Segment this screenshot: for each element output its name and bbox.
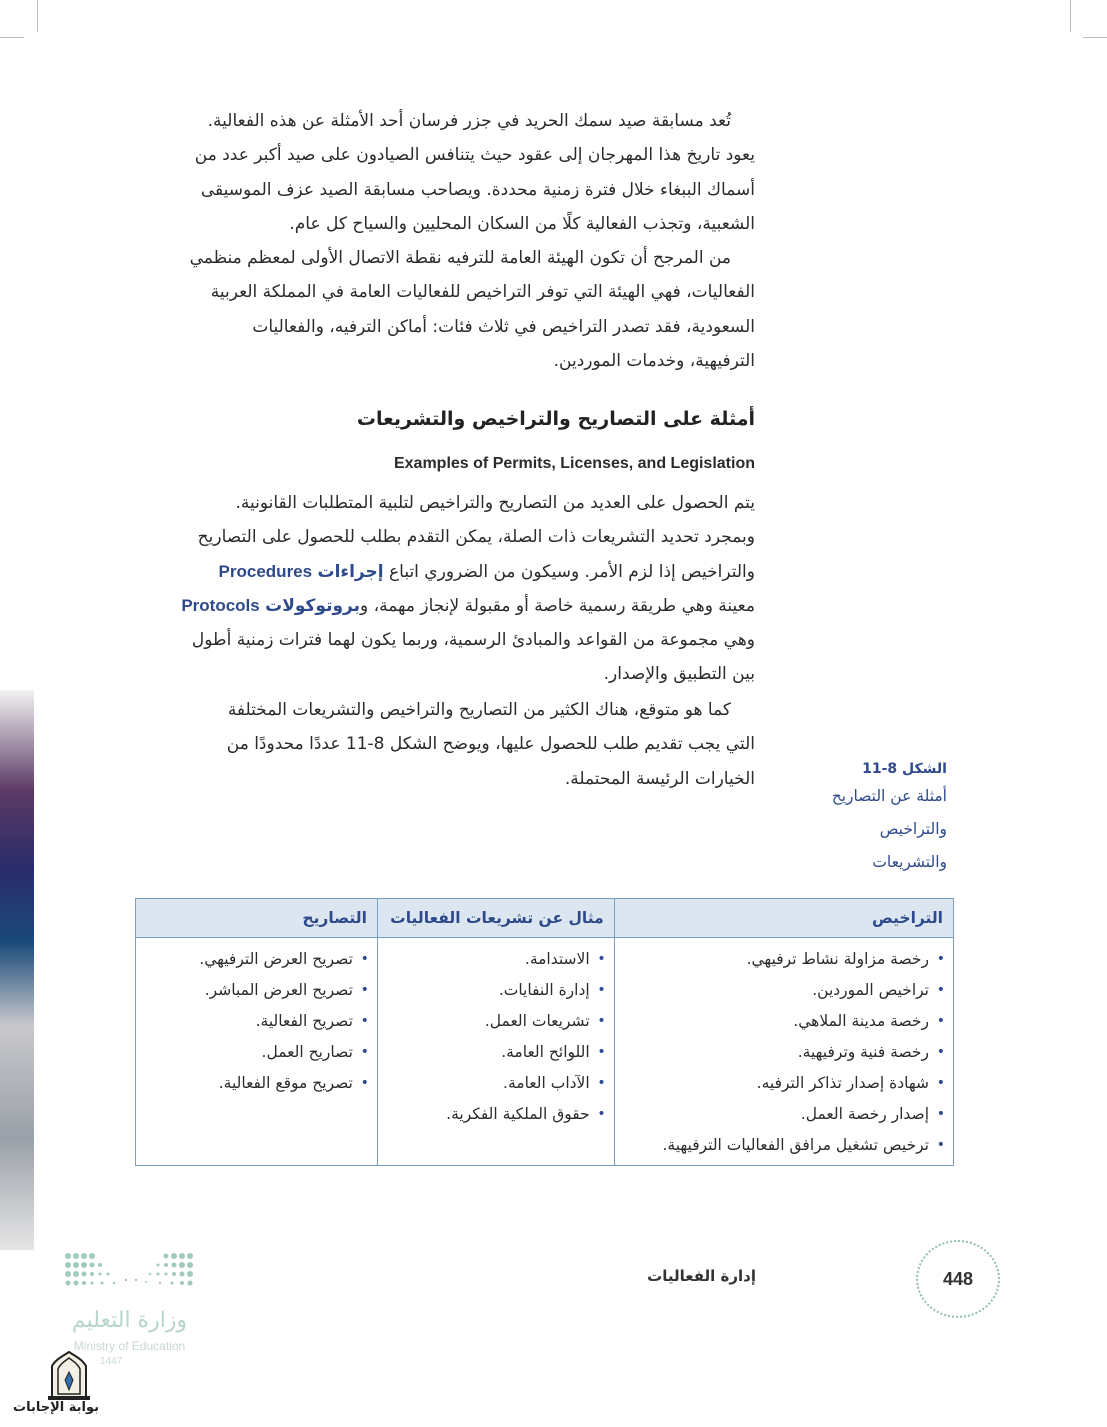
table-header-row <box>136 899 954 938</box>
ministry-name-en: Ministry of Education <box>73 1339 186 1353</box>
figure-caption-line: والتشريعات <box>872 853 947 871</box>
licenses-list <box>625 944 943 1161</box>
header-licenses: التراخيص <box>614 899 953 938</box>
licenses-cell <box>614 938 953 1166</box>
list-item: • تصريح العرض الترفيهي. <box>146 944 353 975</box>
list-item: • شهادة إصدار تذاكر الترفيه. <box>625 1068 929 1099</box>
keyword-protocols-ar: بروتوكولات <box>265 595 360 616</box>
body-text: والتراخيص إذا لزم الأمر. وسيكون من الضروري اتباع <box>389 561 755 582</box>
edge-photo-strip <box>0 690 34 1250</box>
body-line: بين التطبيق والإصدار. <box>603 664 755 685</box>
header-legislation: مثال عن تشريعات الفعاليات <box>377 899 614 938</box>
header-permits: التصاريح <box>136 899 378 938</box>
watermark-text: بوابة الإجابات <box>13 1400 99 1415</box>
list-item: • رخصة مدينة الملاهي. <box>625 1006 929 1037</box>
closing-line: كما هو متوقع، هناك الكثير من التصاريح والتراخيص والتشريعات المختلفة <box>227 700 731 720</box>
ministry-logo-icon <box>62 1250 197 1290</box>
permits-cell <box>136 938 378 1166</box>
ministry-year: 1447 <box>100 1356 123 1367</box>
crop-mark-left-h <box>0 37 24 38</box>
intro-line: السعودية، فقد تصدر التراخيص في ثلاث فئات: أماكن الترفيه، والفعاليات <box>252 316 755 337</box>
legislation-list <box>388 944 604 1130</box>
intro-line: تُعد مسابقة صيد سمك الحريد في جزر فرسان أحد الأمثلة عن هذه الفعالية. <box>207 111 731 131</box>
page-number-badge <box>916 1240 1000 1318</box>
body-line <box>135 589 755 623</box>
body-line: وهي مجموعة من القواعد والمبادئ الرسمية، وربما يكون لهما فترات زمنية أطول <box>191 630 755 651</box>
list-item: • إدارة النفايات. <box>388 975 590 1006</box>
keyword-procedures-ar: إجراءات <box>317 561 384 582</box>
body-line: يتم الحصول على العديد من التصاريح والتراخيص لتلبية المتطلبات القانونية. <box>235 493 755 513</box>
figure-caption <box>787 758 947 879</box>
permits-list <box>146 944 367 1099</box>
closing-paragraph <box>135 693 755 796</box>
intro-line: يعود تاريخ هذا المهرجان إلى عقود حيث يتنافس الصيادون على صيد أكبر عدد من <box>194 145 755 166</box>
intro-paragraph <box>135 104 755 378</box>
intro-line: الترفيهية، وخدمات الموردين. <box>553 351 755 372</box>
list-item: • تشريعات العمل. <box>388 1006 590 1037</box>
keyword-procedures-en: Procedures <box>218 561 313 581</box>
list-item: • تراخيص الموردين. <box>625 975 929 1006</box>
legislation-cell <box>377 938 614 1166</box>
body-text: معينة وهي طريقة رسمية خاصة أو مقبولة لإنجاز مهمة، و <box>360 595 755 616</box>
list-item: • ترخيص تشغيل مرافق الفعاليات الترفيهية. <box>625 1130 929 1161</box>
body-line: وبمجرد تحديد التشريعات ذات الصلة، يمكن التقدم بطلب للحصول على التصاريح <box>197 527 755 548</box>
list-item: • رخصة مزاولة نشاط ترفيهي. <box>625 944 929 975</box>
list-item: • تصريح العرض المباشر. <box>146 975 353 1006</box>
list-item: • الاستدامة. <box>388 944 590 975</box>
list-item: • حقوق الملكية الفكرية. <box>388 1099 590 1130</box>
section-heading-ar: أمثلة على التصاريح والتراخيص والتشريعات <box>356 408 755 430</box>
keyword-protocols-en: Protocols <box>181 595 260 615</box>
figure-caption-line: أمثلة عن التصاريح <box>831 787 947 805</box>
body-line <box>135 555 755 589</box>
section-heading-en: Examples of Permits, Licenses, and Legislation <box>393 455 755 472</box>
permits-licenses-table <box>135 898 954 1166</box>
list-item: • تصريح الفعالية. <box>146 1006 353 1037</box>
intro-line: أسماك الببغاء خلال فترة زمنية محددة. ويصاحب مسابقة الصيد عزف الموسيقى <box>200 179 755 200</box>
table-row <box>136 938 954 1166</box>
page-number: 448 <box>942 1268 974 1289</box>
list-item: • إصدار رخصة العمل. <box>625 1099 929 1130</box>
crop-mark-right-h <box>1083 37 1107 38</box>
list-item: • الآداب العامة. <box>388 1068 590 1099</box>
figure-caption-line: والتراخيص <box>879 820 947 838</box>
intro-line: الفعاليات، فهي الهيئة التي توفر التراخيص للفعاليات العامة في المملكة العربية <box>210 282 755 303</box>
crop-mark-right-v <box>1070 0 1071 32</box>
body-paragraph <box>135 486 755 692</box>
closing-line: التي يجب تقديم طلب للحصول عليها، ويوضح الشكل 8-11 عددًا محدودًا من <box>226 734 755 755</box>
list-item: • تصريح موقع الفعالية. <box>146 1068 353 1099</box>
intro-line: من المرجح أن تكون الهيئة العامة للترفيه نقطة الاتصال الأولى لمعظم منظمي <box>189 248 731 269</box>
list-item: • تصاريح العمل. <box>146 1037 353 1068</box>
list-item: • رخصة فنية وترفيهية. <box>625 1037 929 1068</box>
crop-mark-left-v <box>37 0 38 32</box>
closing-line: الخيارات الرئيسة المحتملة. <box>564 768 755 789</box>
list-item: • اللوائح العامة. <box>388 1037 590 1068</box>
running-title: إدارة الفعاليات <box>647 1267 756 1285</box>
ministry-name-ar: وزارة التعليم <box>71 1308 188 1333</box>
figure-label: الشكل 8-11 <box>862 761 947 777</box>
intro-line: الشعبية، وتجذب الفعالية كلًا من السكان المحليين والسياح كل عام. <box>289 213 755 234</box>
watermark-lantern-icon <box>44 1350 94 1402</box>
